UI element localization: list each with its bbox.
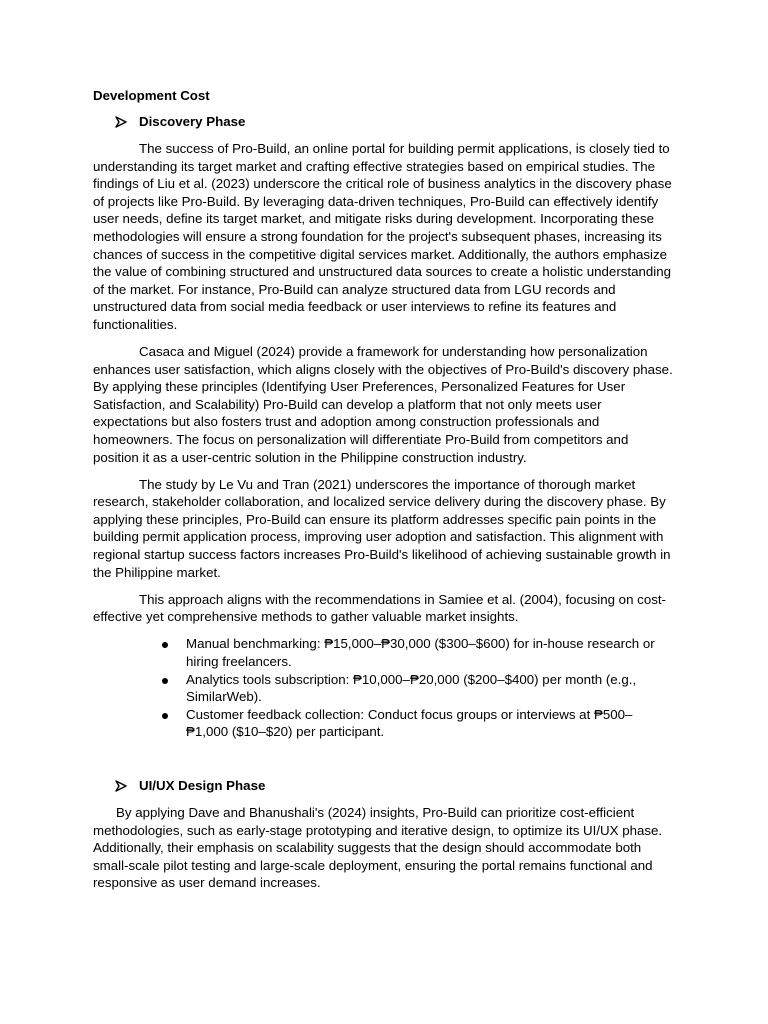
discovery-phase-title: Discovery Phase [139,114,246,129]
uiux-phase-heading [93,777,673,794]
body-paragraph: The success of Pro-Build, an online portal for building permit applications, is closely tied to understanding its target market and crafting effective strategies based on empirical studies. The findings of Liu et al. (2023) underscore the critical role of business analytics in the discovery phase of projects like Pro-Build. By leveraging data-driven techniques, Pro-Build can effectively identify user needs, define its target market, and mitigate risks during development. Incorporating these methodologies will ensure a strong foundation for the project's subsequent phases, increasing its chances of success in the competitive digital services market. Additionally, the authors emphasize the value of combining structured and unstructured data sources to create a holistic understanding of the market. For instance, Pro-Build can analyze structured data from LGU records and unstructured data from social media feedback or user interviews to refine its features and functionalities. [93,141,672,332]
list-item-text: Customer feedback collection: Conduct focus groups or interviews at ₱500–₱1,000 ($10–$20) per participant. [186,706,633,740]
section-spacer [93,741,673,777]
arrowhead-bullet-icon [115,116,127,128]
bullet-dot-icon [162,713,168,719]
uiux-phase-title: UI/UX Design Phase [139,778,266,793]
arrowhead-bullet-icon [115,780,127,792]
discovery-phase-heading [93,113,673,130]
body-paragraph: By applying Dave and Bhanushali's (2024) insights, Pro-Build can prioritize cost-efficient methodologies, such as early-stage prototyping and iterative design, to optimize its UI/UX phase. Additionally, their emphasis on scalability suggests that the design should accommodate both small-scale pilot testing and large-scale deployment, ensuring the portal remains functional and responsive as user demand increases. [93,805,663,891]
section-heading: Development Cost [93,88,210,103]
bullet-dot-icon [162,642,168,648]
list-item [186,671,673,706]
list-item-text: Analytics tools subscription: ₱10,000–₱20,000 ($200–$400) per month (e.g., SimilarWeb). [186,671,637,705]
list-item [186,706,673,741]
body-paragraph: Casaca and Miguel (2024) provide a framework for understanding how personalization enhances user satisfaction, which aligns closely with the objectives of Pro-Build's discovery phase. By applying these principles (Identifying User Preferences, Personalized Features for User Satisfaction, and Scalability) Pro-Build can develop a platform that not only meets user expectations but also fosters trust and adoption among construction professionals and homeowners. The focus on personalization will differentiate Pro-Build from competitors and position it as a user-centric solution in the Philippine construction industry. [93,344,673,465]
document-page [93,87,673,901]
list-item-text: Manual benchmarking: ₱15,000–₱30,000 ($300–$600) for in-house research or hiring freelancers. [186,636,655,670]
bullet-dot-icon [162,678,168,684]
body-paragraph: The study by Le Vu and Tran (2021) underscores the importance of thorough market research, stakeholder collaboration, and localized service delivery during the discovery phase. By applying these principles, Pro-Build can ensure its platform addresses specific pain points in the building permit application process, improving user adoption and satisfaction. This alignment with regional startup success factors increases Pro-Build's likelihood of achieving sustainable growth in the Philippine market. [93,476,671,580]
body-paragraph: This approach aligns with the recommendations in Samiee et al. (2004), focusing on cost-effective yet comprehensive methods to gather valuable market insights. [93,591,666,625]
list-item [186,635,673,670]
cost-bullet-list [93,635,673,741]
